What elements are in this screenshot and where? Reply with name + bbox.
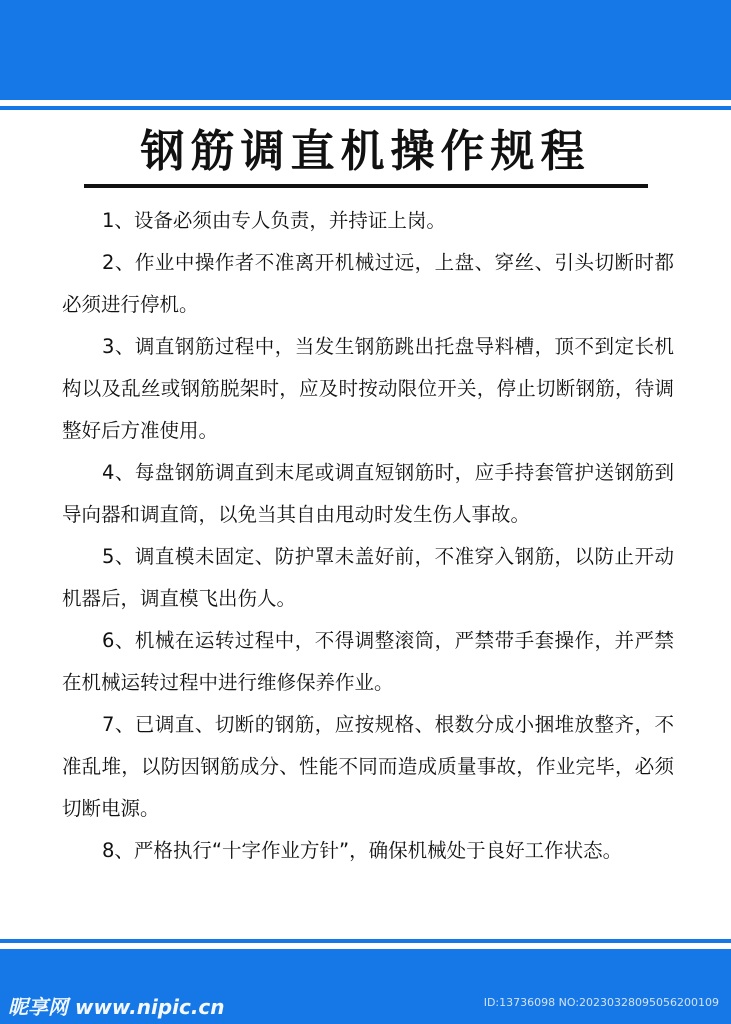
rule-item: 4、每盘钢筋调直到末尾或调直短钢筋时，应手持套管护送钢筋到导向器和调直筒，以免当其自由甩动时发生伤人事故。 [62,461,674,526]
title-underline [84,184,648,188]
rule-item: 3、调直钢筋过程中，当发生钢筋跳出托盘导料槽，顶不到定长机构以及乱丝或钢筋脱架时，应及时按动限位开关，停止切断钢筋，待调整好后方准使用。 [62,335,674,442]
bottom-blue-line [0,939,731,943]
top-blue-band [0,0,731,100]
rule-item: 6、机械在运转过程中，不得调整滚筒，严禁带手套操作，并严禁在机械运转过程中进行维修保养作业。 [62,629,674,694]
page-title: 钢筋调直机操作规程 [140,126,591,177]
rule-item: 7、已调直、切断的钢筋，应按规格、根数分成小捆堆放整齐，不准乱堆，以防因钢筋成分、性能不同而造成质量事故，作业完毕，必须切断电源。 [62,713,674,820]
rules-list [62,200,674,872]
rule-item: 1、设备必须由专人负责，并持证上岗。 [102,209,446,232]
rule-item: 8、严格执行“十字作业方针”，确保机械处于良好工作状态。 [102,839,623,862]
watermark-id: ID:13736098 NO:20230328095056200109 [483,996,719,1009]
watermark-logo: 昵享网 www.nipic.cn [8,995,225,1019]
rule-item: 5、调直模未固定、防护罩未盖好前，不准穿入钢筋，以防止开动机器后，调直模飞出伤人。 [62,545,674,610]
top-blue-line [0,106,731,110]
rule-item: 2、作业中操作者不准离开机械过远，上盘、穿丝、引头切断时都必须进行停机。 [62,251,674,316]
